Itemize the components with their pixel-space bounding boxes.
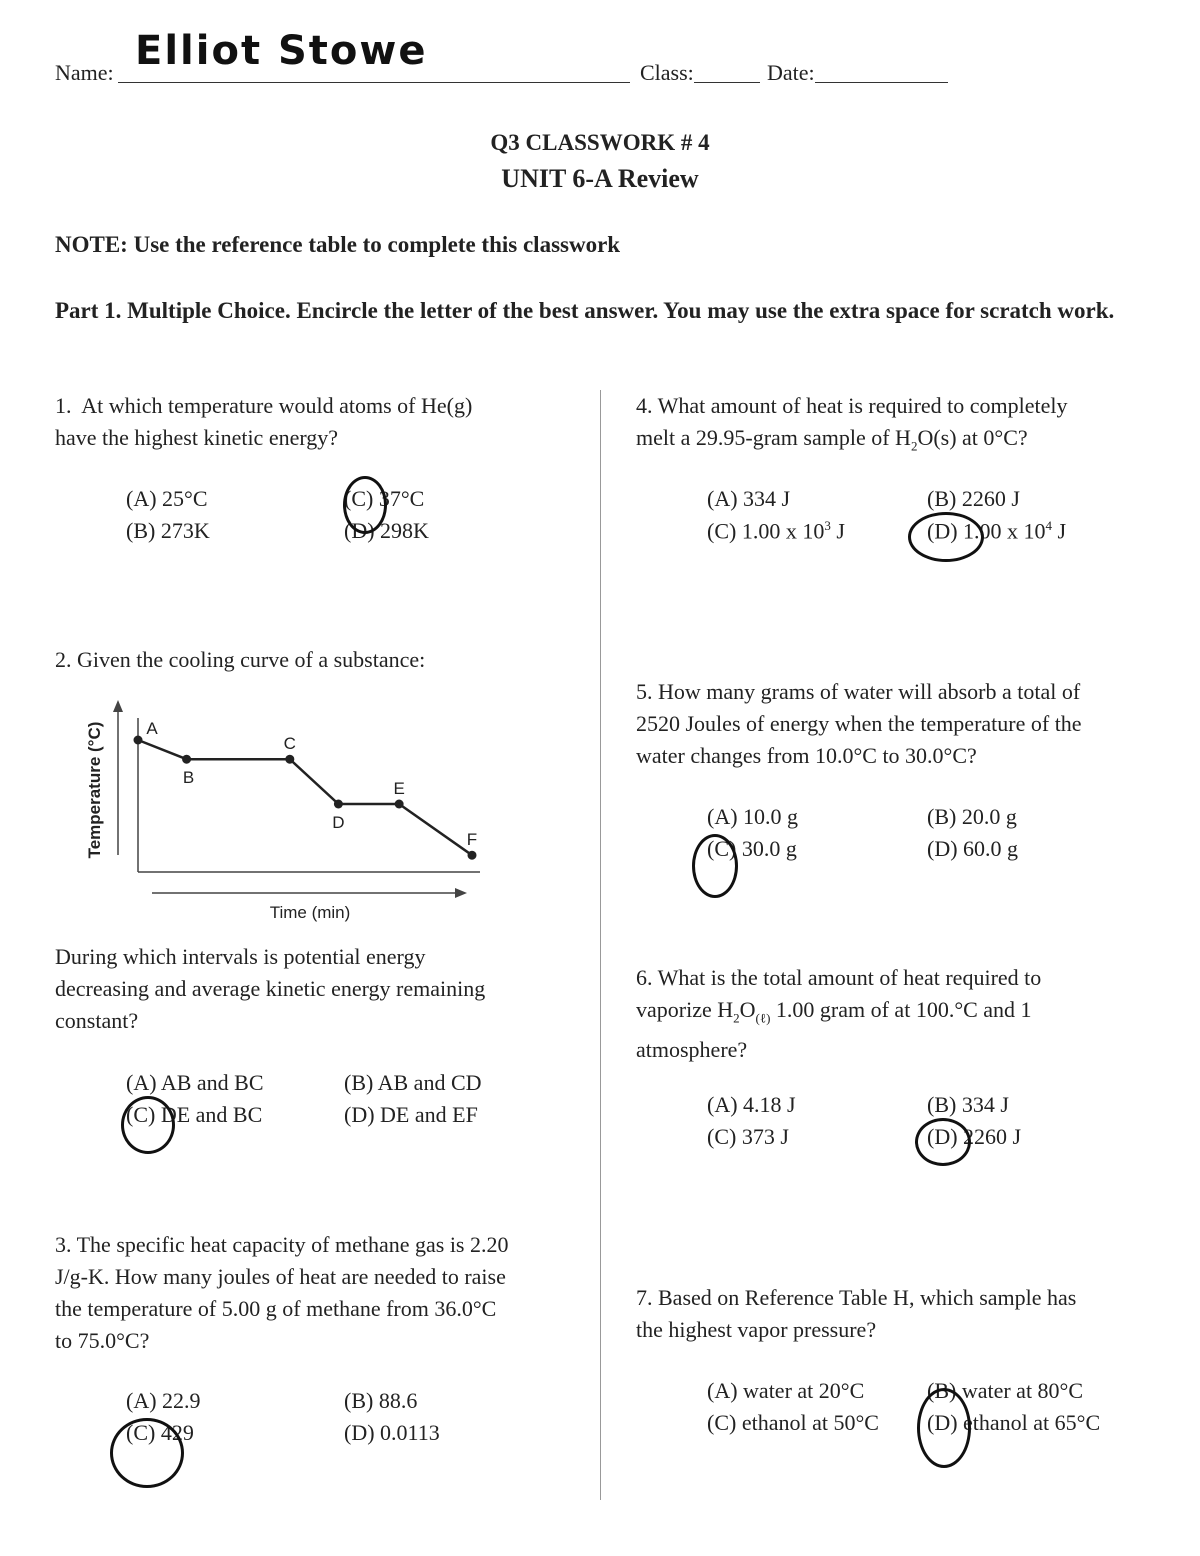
q7-option-c[interactable]: (C) ethanol at 50°C: [707, 1410, 879, 1435]
q3-answer-circle: [110, 1418, 184, 1488]
date-label: Date:: [767, 60, 815, 85]
q6-answer-circle: [915, 1118, 971, 1166]
q2-answer-circle: [121, 1096, 175, 1154]
q5-option-a[interactable]: (A) 10.0 g: [707, 804, 799, 829]
point-label-b: B: [182, 768, 195, 788]
q3-option-a[interactable]: (A) 22.9: [126, 1388, 201, 1413]
q5-option-c[interactable]: (C) 30.0 g: [707, 836, 797, 861]
q4-option-a[interactable]: (A) 334 J: [707, 486, 791, 511]
x-axis-arrowhead: [455, 888, 467, 898]
class-label: Class:: [640, 60, 694, 85]
q6-option-a[interactable]: (A) 4.18 J: [707, 1092, 796, 1117]
q2-option-a[interactable]: (A) AB and BC: [126, 1070, 264, 1095]
q1-option-d[interactable]: (D) 298K: [344, 518, 429, 543]
q4-option-d[interactable]: (D) 1.00 x $10^4$ J: [927, 518, 1067, 544]
q7-option-d[interactable]: (D) ethanol at 65°C: [927, 1410, 1101, 1435]
cooling-curve-chart: [70, 700, 490, 930]
q6-option-b[interactable]: (B) 334 J: [927, 1092, 1009, 1117]
question-6: 6. What is the total amount of heat required to vaporize $H_2O_{(\ell)}$ 1.00 gram of at 100.°C and 1 atmosphere?: [636, 965, 1042, 1063]
student-name[interactable]: Elliot Stowe: [135, 28, 428, 74]
point-d: [334, 800, 343, 809]
point-label-a: A: [146, 719, 158, 738]
q7-option-b[interactable]: (B) water at 80°C: [927, 1378, 1084, 1403]
q4-option-b[interactable]: (B) 2260 J: [927, 486, 1020, 511]
q2-option-d[interactable]: (D) DE and EF: [344, 1102, 478, 1127]
q1-answer-circle: [343, 476, 387, 534]
q3-option-d[interactable]: (D) 0.0113: [344, 1420, 440, 1445]
point-e: [395, 800, 404, 809]
question-2: 2. Given the cooling curve of a substance:: [55, 647, 426, 672]
point-label-f: F: [466, 830, 478, 850]
class-line[interactable]: [694, 82, 760, 83]
point-c: [285, 755, 294, 764]
part1-instructions: Part 1. Multiple Choice. Encircle the letter of the best answer. You may use the extra space for scratch work.: [55, 298, 1115, 323]
q4-option-c[interactable]: (C) 1.00 x $10^3$ J: [707, 518, 845, 544]
q7-answer-circle: [917, 1388, 971, 1468]
y-axis-label: Temperature (°C): [85, 721, 104, 859]
point-label-d: D: [332, 813, 345, 832]
q2-option-b[interactable]: (B) AB and CD: [344, 1070, 482, 1095]
q6-option-c[interactable]: (C) 373 J: [707, 1124, 789, 1149]
q1-option-a[interactable]: (A) 25°C: [126, 486, 208, 511]
name-line: [118, 82, 630, 83]
q5-option-d[interactable]: (D) 60.0 g: [927, 836, 1019, 861]
q3-option-c[interactable]: (C) 429: [126, 1420, 194, 1445]
question-2-prompt: During which intervals is potential energy decreasing and average kinetic energy remaining constant?: [55, 944, 486, 1033]
q5-answer-circle: [692, 834, 738, 898]
page-title: Q3 CLASSWORK # 4: [490, 130, 710, 155]
curve-points: [134, 719, 478, 860]
question-5: 5. How many grams of water will absorb a total of 2520 Joules of energy when the temperature of the water changes from 10.0°C to 30.0°C?: [636, 679, 1082, 768]
page-subtitle: UNIT 6-A Review: [501, 164, 699, 193]
q4-answer-circle: [908, 512, 984, 562]
x-axis-label: Time (min): [269, 903, 351, 922]
name-label: Name:: [55, 60, 114, 85]
question-1: 1. At which temperature would atoms of He(g) have the highest kinetic energy?: [55, 393, 473, 450]
date-line[interactable]: [815, 82, 948, 83]
q7-option-a[interactable]: (A) water at 20°C: [707, 1378, 865, 1403]
note-text: NOTE: Use the reference table to complete this classwork: [55, 232, 621, 257]
question-3: 3. The specific heat capacity of methane gas is 2.20 J/g-K. How many joules of heat are needed to raise the temperature of 5.00 g of methane from 36.0°C to 75.0°C?: [55, 1232, 509, 1353]
q1-option-b[interactable]: (B) 273K: [126, 518, 210, 543]
q2-option-c[interactable]: (C) DE and BC: [126, 1102, 263, 1127]
point-a: [134, 736, 143, 745]
point-b: [182, 755, 191, 764]
column-divider: [600, 390, 601, 1500]
y-axis-arrowhead: [113, 700, 123, 712]
q1-option-c[interactable]: (C) 37°C: [344, 486, 425, 511]
point-label-e: E: [393, 779, 405, 798]
q3-option-b[interactable]: (B) 88.6: [344, 1388, 418, 1413]
q6-option-d[interactable]: (D) 2260 J: [927, 1124, 1022, 1149]
point-f: [468, 851, 477, 860]
q5-option-b[interactable]: (B) 20.0 g: [927, 804, 1017, 829]
question-7: 7. Based on Reference Table H, which sample has the highest vapor pressure?: [636, 1285, 1077, 1342]
point-label-c: C: [283, 734, 296, 754]
question-4: 4. What amount of heat is required to completely melt a 29.95-gram sample of $H_2O(s)$ at 0°C?: [636, 393, 1068, 454]
